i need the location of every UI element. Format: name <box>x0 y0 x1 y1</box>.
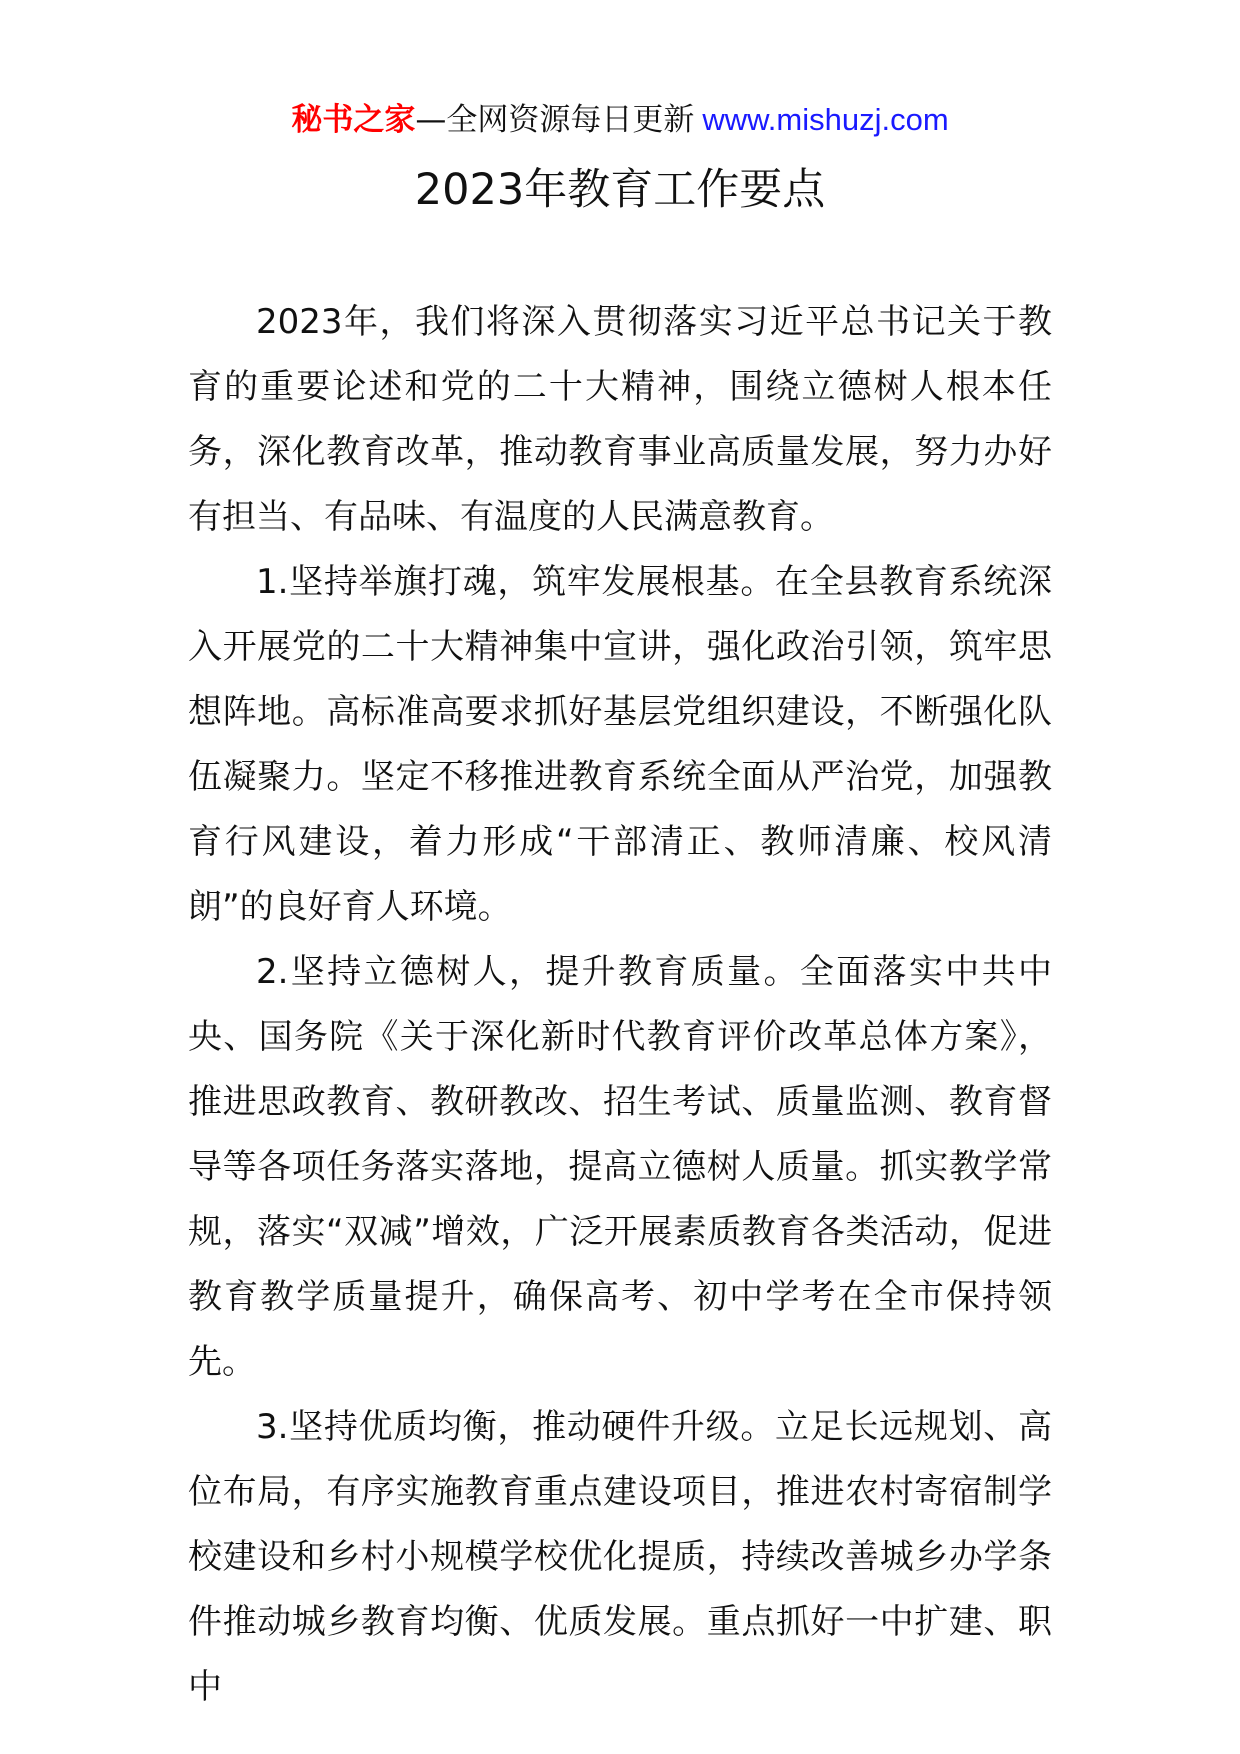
site-header <box>0 100 1240 140</box>
paragraph-point-1: 1.坚持举旗打魂，筑牢发展根基。在全县教育系统深入开展党的二十大精神集中宣讲，强化政治引领，筑牢思想阵地。高标准高要求抓好基层党组织建设，不断强化队伍凝聚力。坚定不移推进教育系统全面从严治党，加强教育行风建设，着力形成“干部清正、教师清廉、校风清朗”的良好育人环境。 <box>188 562 1052 927</box>
paragraph-intro: 2023年，我们将深入贯彻落实习近平总书记关于教育的重要论述和党的二十大精神，围绕立德树人根本任务，深化教育改革，推动教育事业高质量发展，努力办好有担当、有品味、有温度的人民满意教育。 <box>188 302 1052 537</box>
brand-name: 秘书之家 <box>291 102 416 138</box>
site-url-link[interactable]: www.mishuzj.com <box>702 102 949 137</box>
paragraph-point-3: 3.坚持优质均衡，推动硬件升级。立足长远规划、高位布局，有序实施教育重点建设项目，推进农村寄宿制学校建设和乡村小规模学校优化提质，持续改善城乡办学条件推动城乡教育均衡、优质发展。重点抓好一中扩建、职中 <box>188 1407 1052 1707</box>
header-tagline: —全网资源每日更新 <box>415 102 695 138</box>
document-title: 2023年教育工作要点 <box>414 165 826 215</box>
paragraph-point-2: 2.坚持立德树人，提升教育质量。全面落实中共中央、国务院《关于深化新时代教育评价改革总体方案》，推进思政教育、教研教改、招生考试、质量监测、教育督导等各项任务落实落地，提高立德树人质量。抓实教学常规，落实“双减”增效，广泛开展素质教育各类活动，促进教育教学质量提升，确保高考、初中学考在全市保持领先。 <box>188 952 1052 1382</box>
document-body <box>188 290 1052 1720</box>
